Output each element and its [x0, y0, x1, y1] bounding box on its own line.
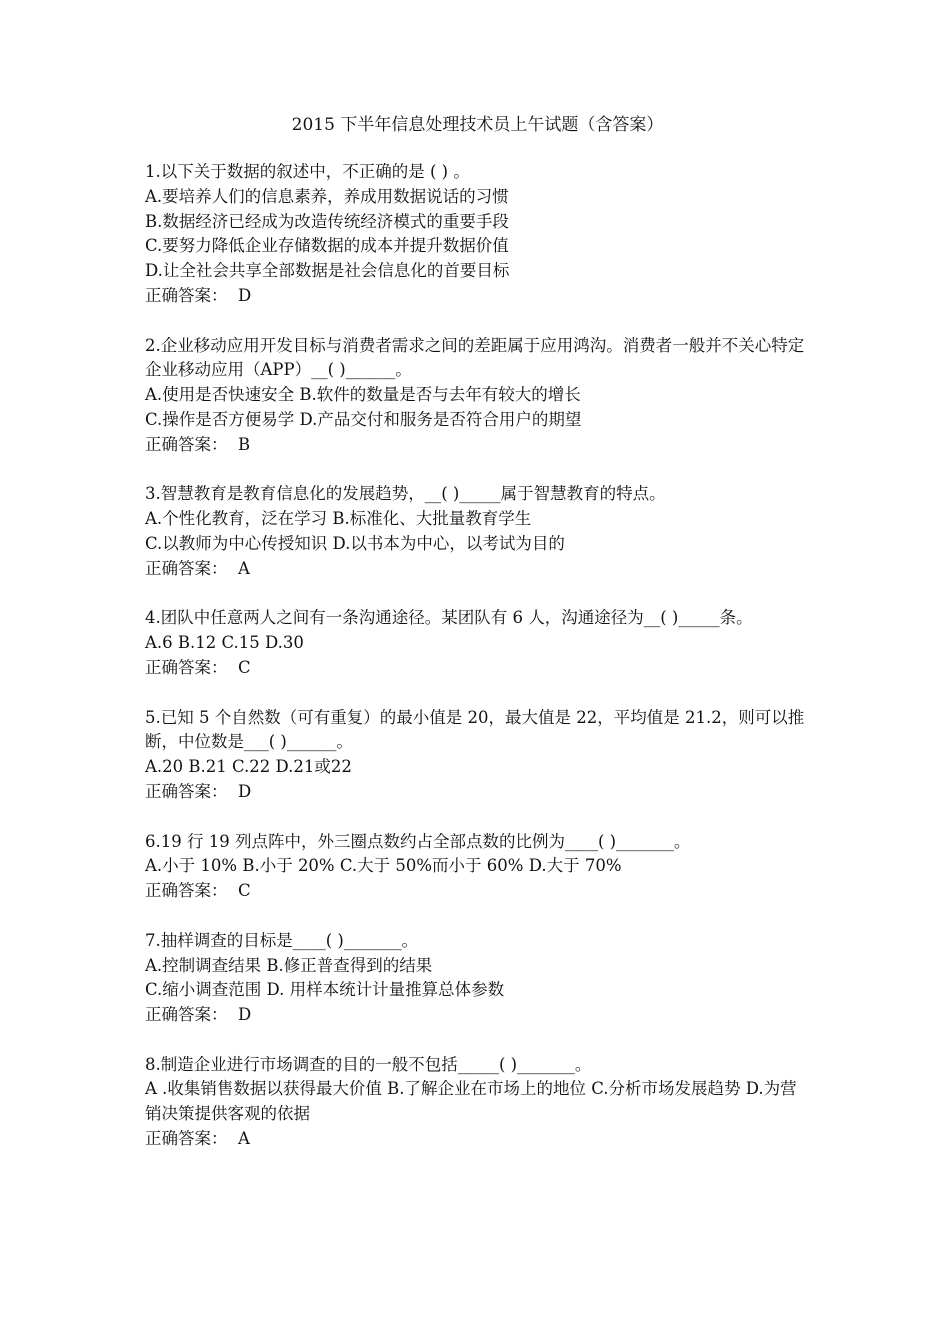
answer-line — [145, 1003, 810, 1028]
option-line: C.要努力降低企业存储数据的成本并提升数据价值 — [145, 236, 509, 256]
option-line: B.数据经济已经成为改造传统经济模式的重要手段 — [145, 211, 509, 231]
answer-label: 正确答案： — [145, 657, 228, 677]
answer-label: 正确答案： — [145, 558, 228, 578]
question-4 — [145, 606, 810, 680]
answer-line — [145, 284, 810, 309]
answer-value: A — [238, 558, 250, 578]
question-stem: 7.抽样调查的目标是____( )_______。 — [145, 930, 419, 950]
answer-label: 正确答案： — [145, 881, 228, 901]
option-line: A.20 B.21 C.22 D.21或22 — [145, 757, 352, 777]
question-stem: 8.制造企业进行市场调查的目的一般不包括_____( )_______。 — [145, 1054, 592, 1074]
answer-line — [145, 433, 810, 458]
option-line: D.让全社会共享全部数据是社会信息化的首要目标 — [145, 261, 510, 281]
answer-value: D — [238, 1005, 252, 1025]
question-stem: 5.已知 5 个自然数（可有重复）的最小值是 20，最大值是 22，平均值是 21.2，则可以推断，中位数是___( )______。 — [145, 707, 805, 752]
answer-value: B — [238, 434, 251, 454]
answer-label: 正确答案： — [145, 434, 228, 454]
answer-value: C — [238, 881, 251, 901]
option-line: A.控制调查结果 B.修正普查得到的结果 — [145, 955, 433, 975]
answer-label: 正确答案： — [145, 1005, 228, 1025]
option-line: A.6 B.12 C.15 D.30 — [145, 633, 304, 653]
question-6 — [145, 830, 810, 904]
document-title: 2015 下半年信息处理技术员上午试题（含答案） — [291, 115, 664, 135]
answer-value: A — [238, 1129, 250, 1149]
answer-label: 正确答案： — [145, 285, 228, 305]
answer-line — [145, 557, 810, 582]
question-1 — [145, 160, 810, 309]
option-line: A.使用是否快速安全 B.软件的数量是否与去年有较大的增长 — [145, 385, 581, 405]
option-line: A.要培养人们的信息素养，养成用数据说话的习惯 — [145, 186, 509, 206]
answer-line — [145, 780, 810, 805]
question-stem: 6.19 行 19 列点阵中，外三圈点数约占全部点数的比例为____( )_______。 — [145, 831, 691, 851]
question-5 — [145, 706, 810, 805]
question-7 — [145, 929, 810, 1028]
answer-line — [145, 656, 810, 681]
document-page — [145, 112, 810, 1177]
answer-value: D — [238, 781, 252, 801]
answer-line — [145, 1127, 810, 1152]
answer-label: 正确答案： — [145, 781, 228, 801]
option-line: A .收集销售数据以获得最大价值 B.了解企业在市场上的地位 C.分析市场发展趋势 D.为营销决策提供客观的依据 — [145, 1079, 797, 1124]
question-stem: 1.以下关于数据的叙述中，不正确的是 ( ) 。 — [145, 162, 470, 181]
question-stem: 2.企业移动应用开发目标与消费者需求之间的差距属于应用鸿沟。消费者一般并不关心特定企业移动应用（APP）__( )______。 — [145, 335, 805, 380]
option-line: C.缩小调查范围 D. 用样本统计计量推算总体参数 — [145, 980, 505, 1000]
question-2 — [145, 334, 810, 458]
option-line: A.小于 10% B.小于 20% C.大于 50%而小于 60% D.大于 70% — [145, 856, 622, 876]
option-line: A.个性化教育，泛在学习 B.标准化、大批量教育学生 — [145, 509, 532, 529]
option-line: C.操作是否方便易学 D.产品交付和服务是否符合用户的期望 — [145, 409, 582, 429]
question-stem: 3.智慧教育是教育信息化的发展趋势，__( )_____属于智慧教育的特点。 — [145, 484, 666, 504]
answer-value: C — [238, 657, 251, 677]
option-line: C.以教师为中心传授知识 D.以书本为中心，以考试为目的 — [145, 533, 565, 553]
answer-value: D — [238, 285, 252, 305]
question-8 — [145, 1053, 810, 1152]
answer-label: 正确答案： — [145, 1129, 228, 1149]
answer-line — [145, 879, 810, 904]
question-stem: 4.团队中任意两人之间有一条沟通途径。某团队有 6 人，沟通途径为__( )_____条。 — [145, 608, 753, 628]
question-3 — [145, 482, 810, 581]
